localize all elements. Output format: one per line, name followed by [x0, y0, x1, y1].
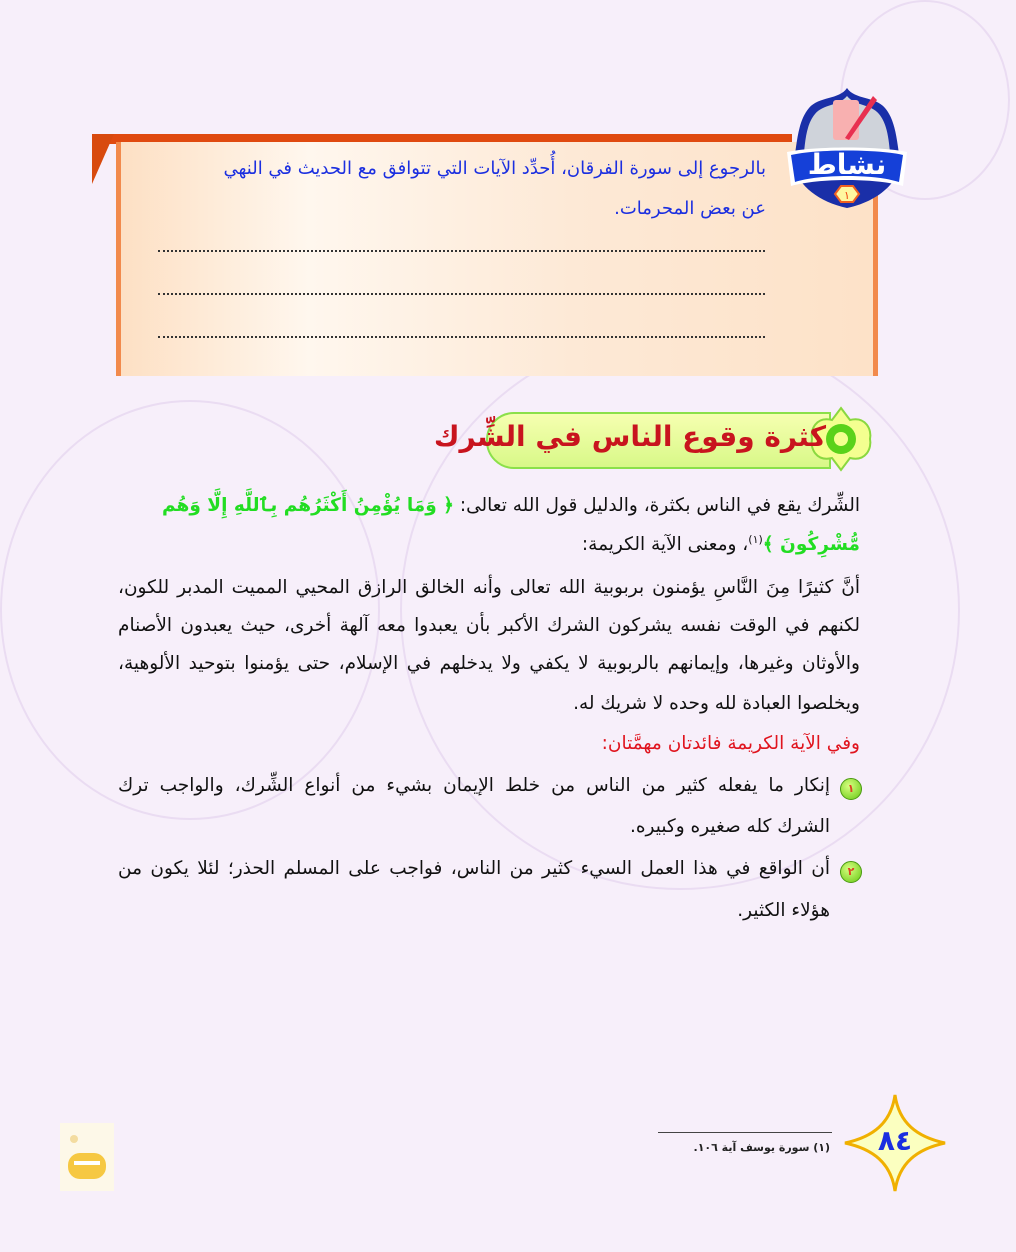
activity-badge: [785, 86, 909, 210]
publisher-logo: [60, 1123, 114, 1191]
footnote-divider: [658, 1132, 832, 1133]
answer-line[interactable]: [158, 293, 765, 295]
intro-line: [582, 533, 860, 555]
intro-text: ، ومعنى الآية الكريمة:: [581, 534, 749, 556]
paragraph-line: ويخلصوا العبادة لله وحده لا شريك له.: [573, 693, 860, 714]
footnote: (١) سورة يوسف آية ١٠٦.: [693, 1141, 830, 1154]
activity-instruction: بالرجوع إلى سورة الفرقان، أُحدِّد الآيات التي تتوافق مع الحديث في النهي: [223, 158, 766, 179]
page-number: ٨٤: [877, 1124, 913, 1157]
intro-text: الشِّرك يقع في الناس بكثرة، والدليل قول الله تعالى:: [454, 495, 860, 516]
benefit-line: أن الواقع في هذا العمل السيء كثير من الناس، فواجب على المسلم الحذر؛ لئلا يكون من: [118, 858, 830, 879]
activity-flap: [92, 134, 114, 184]
answer-line[interactable]: [158, 336, 765, 338]
benefits-heading: وفي الآية الكريمة فائدتان مهمَّتان:: [601, 733, 860, 754]
benefit-line: إنكار ما يفعله كثير من الناس من خلط الإيمان بشيء من أنواع الشِّرك، والواجب ترك: [118, 775, 830, 796]
paragraph-line: لكنهم في الوقت نفسه يشركون الشرك الأكبر بأن يعبدوا معه آلهة أخرى، حيث يعبدون الأصنام: [118, 615, 860, 636]
badge-number: ١: [844, 189, 850, 202]
number-bullet: ٢: [840, 861, 862, 883]
footnote-ref[interactable]: (١): [748, 533, 763, 546]
paragraph-line: أنَّ كثيرًا مِنَ النَّاسِ يؤمنون بربوبية الله تعالى وأنه الخالق الرازق المحيي المميت المدبر للكون،: [118, 577, 860, 598]
badge-label: نشاط: [807, 148, 887, 181]
quran-verse: ﴿ وَمَا يُؤْمِنُ أَكْثَرُهُم بِٱللَّهِ إِلَّا وَهُم: [162, 495, 454, 516]
number-bullet: ١: [840, 778, 862, 800]
benefit-line: هؤلاء الكثير.: [737, 900, 830, 921]
paragraph-line: والأوثان وغيرها، وإيمانهم بالربوبية لا يكفي ولا يدخلهم في الإسلام، حتى يؤمنوا بتوحيد الألوهية،: [118, 653, 860, 674]
background-ornament: [0, 400, 380, 820]
quran-verse: مُّشْرِكُونَ ﴾: [762, 534, 860, 556]
answer-line[interactable]: [158, 250, 765, 252]
benefit-line: الشرك كله صغيره وكبيره.: [629, 816, 830, 837]
activity-instruction: عن بعض المحرمات.: [614, 198, 766, 219]
intro-line: [162, 495, 860, 516]
logo-icon: [60, 1123, 114, 1191]
section-title: كثرة وقوع الناس في الشِّرك: [433, 420, 826, 453]
